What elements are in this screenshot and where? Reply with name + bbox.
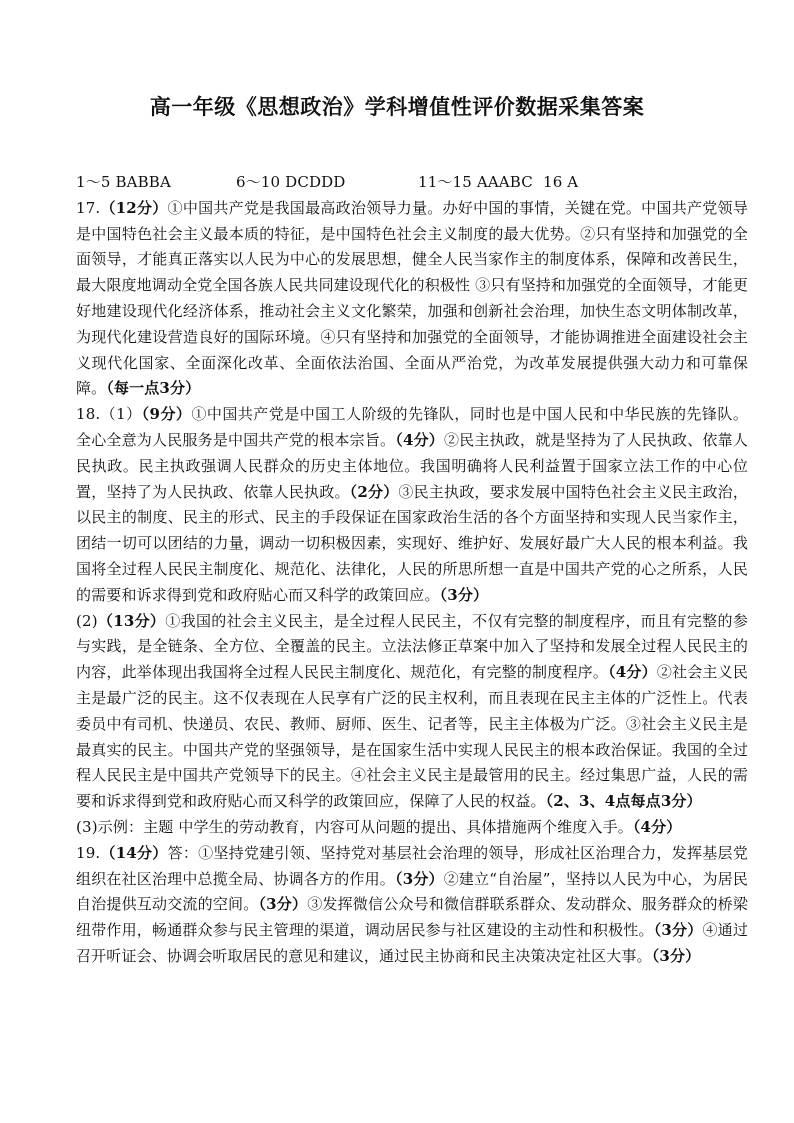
score-note: （3分） — [258, 895, 308, 914]
answer-text: ①中国共产党是中国工人阶级的先锋队，同时也是中国人民和中华民族的先锋队。全心全意为人民服务是中国共产党的根本宗旨。 — [76, 405, 748, 449]
score-note: （3分） — [653, 921, 703, 940]
question-18-1-answer — [76, 402, 748, 608]
multiple-choice-answers — [76, 170, 748, 196]
score-label: （12分） — [100, 198, 168, 217]
score-note: （4分） — [608, 663, 657, 682]
choice-group-1: 1～5 BABBA — [76, 173, 171, 191]
answer-text: ②社会主义民主是最广泛的民主。这不仅表现在人民享有广泛的民主权利，而且表现在民主主体的广泛性上。代表委员中有司机、快递员、农民、教师、厨师、医生、记者等，民主主体极为广泛。③社会主义民主是最真实的民主。中国共产党的坚强领导，是在国家生活中实现人民民主的根本政治保证。我国的全过程人民民主是中国共产党领导下的民主。④社会主义民主是最管用的民主。经过集思广益，人民的需要和诉求得到党和政府贴心而又科学的政策回应，保障了人民的权益。 — [76, 663, 748, 811]
question-19-answer — [76, 841, 748, 970]
score-note: （3分） — [395, 869, 444, 888]
answer-text: ①中国共产党是我国最高政治领导力量。办好中国的事情，关键在党。中国共产党领导是中国特色社会主义最本质的特征，是中国特色社会主义制度的最大优势。②只有坚持和加强党的全面领导，才能真正落实以人民为中心的发展思想，健全人民当家作主的制度体系，保障和改善民生，最大限度地调动全党全国各族人民共同建设现代化的积极性 ③只有坚持和加强党的全面领导，才能更好地建设现代化经济体系，推动社会主义文化繁荣，加强和创新社会治理，加快生态文明体制改革，为现代化建设营造良好的国际环境。④只有坚持和加强党的全面领导，才能协调推进全面建设社会主义现代化国家、全面深化改革、全面依法治国、全面从严治党，为改革发展提供强大动力和可靠保障。 — [76, 198, 748, 398]
answer-text: ②建立“自治屋”，坚持以人民为中心，为居民自治提供互动交流的空间。 — [76, 869, 748, 914]
choice-group-2: 6～10 DCDDD — [236, 173, 346, 191]
question-number: 18.（1） — [76, 405, 142, 424]
score-note: （3分） — [651, 946, 701, 965]
answer-text: ①我国的社会主义民主，是全过程人民民主，不仅有完整的制度程序，而且有完整的参与实践，是全链条、全方位、全覆盖的民主。立法法修正草案中加入了坚持和发展全过程人民民主的内容，此举体现出我国将全过程人民民主制度化、规范化，有完整的制度程序。 — [76, 611, 748, 682]
answer-text: ②民主执政，就是坚持为了人民执政、依靠人民执政。民主执政强调人民群众的历史主体地位。我国明确将人民利益置于国家立法工作的中心位置，坚持了为人民执政、依靠人民执政。 — [76, 430, 748, 501]
question-17-answer — [76, 196, 748, 402]
answer-content — [76, 170, 748, 970]
score-note: （4分） — [632, 817, 682, 836]
question-number: 17. — [76, 198, 101, 217]
score-note: （每一点3分） — [106, 379, 201, 398]
question-number: 19. — [76, 843, 101, 862]
answer-text: 答：①坚持党建引领、坚持党对基层社会治理的领导，形成社区治理合力，发挥基层党组织在社区治理中总揽全局、协调各方的作用。 — [76, 843, 748, 888]
choice-group-4: 16 A — [543, 173, 579, 191]
answer-text: ③发挥微信公众号和微信群联系群众、发动群众、服务群众的桥梁纽带作用，畅通群众参与民主管理的渠道，调动居民参与社区建设的主动性和积极性。 — [76, 895, 748, 940]
choice-group-3: 11～15 AAABC — [418, 173, 533, 191]
answer-text: ③民主执政，要求发展中国特色社会主义民主政治，以民主的制度、民主的形式、民主的手段保证在国家政治生活的各个方面坚持和实现人民当家作主，团结一切可以团结的力量，调动一切积极因素，实现好、维护好、发展好最广大人民的根本利益。我国将全过程人民民主制度化、规范化、法律化，人民的所思所想一直是中国共产党的心之所系，人民的需要和诉求得到党和政府贴心而又科学的政策回应。 — [76, 482, 749, 604]
question-18-3-answer — [76, 815, 748, 841]
score-note: （2分） — [349, 482, 399, 501]
score-label: （14分） — [100, 843, 168, 862]
score-note: （2、3、4点每点3分） — [545, 792, 702, 811]
answer-text: ④通过召开听证会、协调会听取居民的意见和建议，通过民主协商和民主决策决定社区大事。 — [76, 921, 748, 965]
score-label: （13分） — [97, 611, 166, 630]
question-18-2-answer — [76, 609, 748, 815]
question-number: (2) — [76, 611, 98, 630]
score-note: （3分） — [439, 585, 489, 604]
page-title: 高一年级《思想政治》学科增值性评价数据采集答案 — [149, 95, 645, 119]
score-note: （4分） — [395, 430, 444, 449]
score-label: （9分） — [141, 405, 192, 424]
answer-text: (3)示例：主题 中学生的劳动教育，内容可从问题的提出、具体措施两个维度入手。 — [76, 817, 633, 836]
